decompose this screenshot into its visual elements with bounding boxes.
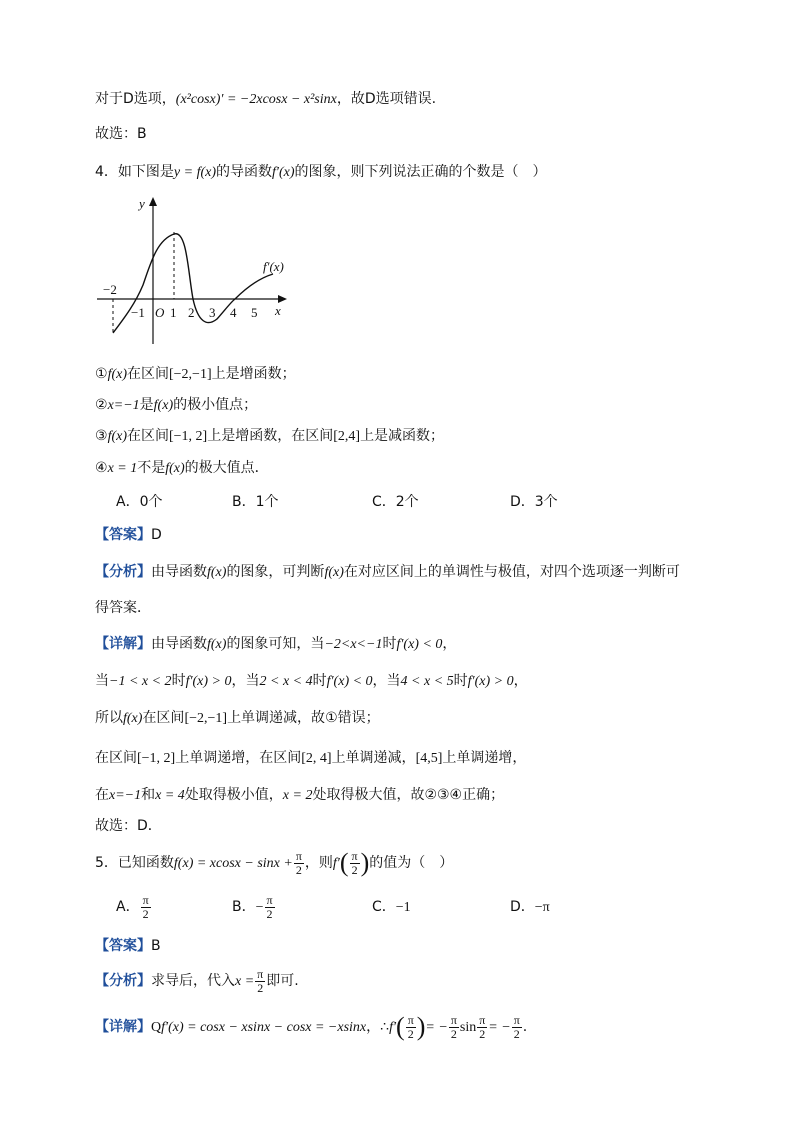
q4-answer: 【答案】D [95,527,162,543]
q4-option-c: C．2个 [372,494,419,510]
q5-option-a: A． $\frac{\pi}{2}$ [116,892,149,921]
q5-analysis: 【分析】求导后，代入x = $\frac{\pi}{2}$ 即可. [95,966,299,995]
q4-analysis-2: 得答案． [95,600,151,616]
tick-4: 4 [230,305,237,320]
item-3: ③f(x)在区间[−1, 2]上是增函数，在区间[2,4]上是减函数； [95,428,445,444]
q4-detail-6: 故选：D． [95,818,162,834]
derivative-graph [95,192,295,352]
q4-detail-1: 【详解】由导函数f(x)的图象可知，当−2<x<−1时f′(x) < 0， [95,636,457,652]
question-5-stem: 5．已知函数f(x) = xcosx − sinx + $\frac{\pi}{2}$ ，则f′( $\frac{\pi}{2}$ )的值为（ ） [95,848,454,877]
line-d-option: 对于D选项，(x²cosx)′ = −2xcosx − x²sinx，故D选项错误. [95,91,437,107]
q4-analysis-1: 【分析】由导函数f(x)的图象，可判断f(x)在对应区间上的单调性与极值，对四个选项逐一判断可 [95,564,680,580]
q4-option-b: B．1个 [232,494,279,510]
item-4: ④x = 1不是f(x)的极大值点． [95,460,269,476]
q4-option-a: A．0个 [116,494,163,510]
item-1: ①f(x)在区间[−2,−1]上是增函数； [95,366,296,382]
tick-neg1: −1 [131,305,145,320]
curve-label: f′(x) [263,259,284,274]
q4-detail-2: 当−1 < x < 2时f′(x) > 0，当2 < x < 4时f′(x) < 0，当4 < x < 5时f′(x) > 0， [95,673,528,689]
tick-5: 5 [251,305,258,320]
question-4-stem: 4．如下图是y = f(x)的导函数f′(x)的图象，则下列说法正确的个数是（ ） [95,164,547,180]
x-axis-arrow [278,295,287,303]
q4-detail-3: 所以f(x)在区间[−2,−1]上单调递减，故①错误； [95,710,380,726]
item-2: ②x=−1是f(x)的极小值点； [95,397,258,413]
y-axis-arrow [149,197,157,206]
q4-option-d: D．3个 [510,494,558,510]
q4-detail-5: 在x=−1和x = 4处取得极小值，x = 2处取得极大值，故②③④正确； [95,787,505,803]
tick-3: 3 [209,305,216,320]
x-label: x [275,303,281,318]
q5-option-d: D．−π [510,899,550,915]
choose-b: 故选：B [95,126,147,142]
q5-detail: 【详解】Qf′(x) = cosx − xsinx − cosx = −xsinx，∴f′( $\frac{\pi}{2}$ )= − $\frac{\pi}{2}$ sin $\frac{\pi}{2}$ = − $\frac{\pi}{2}$ . [95,1012,528,1041]
tick-neg2: −2 [103,282,117,297]
derivative-expression: (x²cosx)′ = −2xcosx − x²sinx [175,92,337,107]
q5-option-c: C．−1 [372,899,411,915]
tick-1: 1 [170,305,177,320]
tick-2: 2 [188,305,195,320]
q4-detail-4: 在区间[−1, 2]上单调递增，在区间[2, 4]上单调递减，[4,5]上单调递增， [95,750,527,766]
q5-option-b: B．− $\frac{\pi}{2}$ [232,892,273,921]
y-label: y [139,196,145,211]
origin-label: O [155,305,165,320]
q5-answer: 【答案】B [95,938,161,954]
